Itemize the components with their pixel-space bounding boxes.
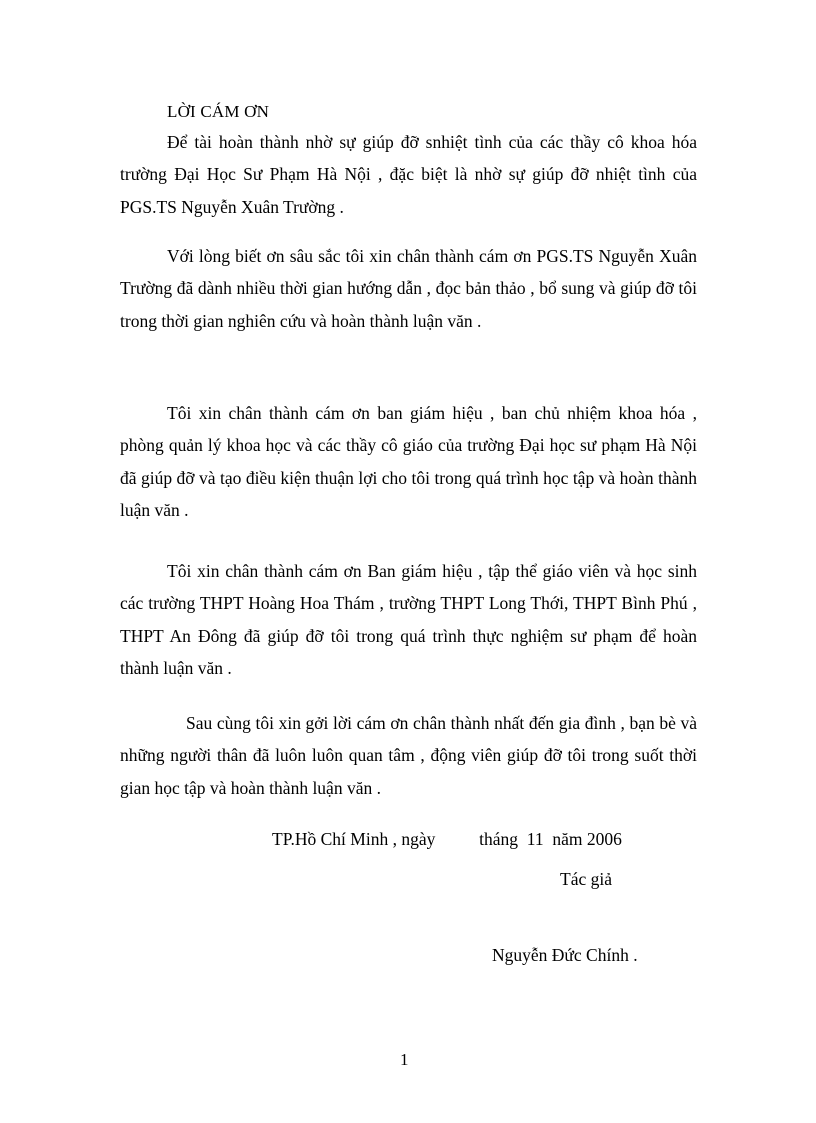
- signature-name: Nguyễn Đức Chính .: [492, 945, 638, 965]
- paragraph-5: Sau cùng tôi xin gởi lời cám ơn chân thành nhất đến gia đình , bạn bè và những người thân đã luôn luôn quan tâm , động viên giúp đỡ tôi trong suốt thời gian học tập và hoàn thành luận văn .: [120, 713, 697, 798]
- paragraph-2: Với lòng biết ơn sâu sắc tôi xin chân thành cám ơn PGS.TS Nguyễn Xuân Trường đã dành nhiều thời gian hướng dẫn , đọc bản thảo , bổ sung và giúp đỡ tôi trong thời gian nghiên cứu và hoàn thành luận văn .: [120, 246, 697, 331]
- paragraph-3: Tôi xin chân thành cám ơn ban giám hiệu , ban chủ nhiệm khoa hóa , phòng quản lý khoa học và các thầy cô giáo của trường Đại học sư phạm Hà Nội đã giúp đỡ và tạo điều kiện thuận lợi cho tôi trong quá trình học tập và hoàn thành luận văn .: [120, 403, 697, 520]
- page-number: 1: [400, 1050, 409, 1069]
- paragraph-1: Để tài hoàn thành nhờ sự giúp đỡ snhiệt tình của các thầy cô khoa hóa trường Đại Học Sư Phạm Hà Nội , đặc biệt là nhờ sự giúp đỡ nhiệt tình của PGS.TS Nguyễn Xuân Trường .: [120, 132, 697, 217]
- signature-role: Tác giả: [560, 869, 612, 889]
- page-title: LỜI CÁM ƠN: [167, 102, 270, 121]
- signature-place-date: TP.Hồ Chí Minh , ngày tháng 11 năm 2006: [272, 829, 622, 849]
- paragraph-4: Tôi xin chân thành cám ơn Ban giám hiệu , tập thể giáo viên và học sinh các trường THPT Hoàng Hoa Thám , trường THPT Long Thới, THPT Bình Phú , THPT An Đông đã giúp đỡ tôi trong quá trình thực nghiệm sư phạm để hoàn thành luận văn .: [120, 561, 697, 678]
